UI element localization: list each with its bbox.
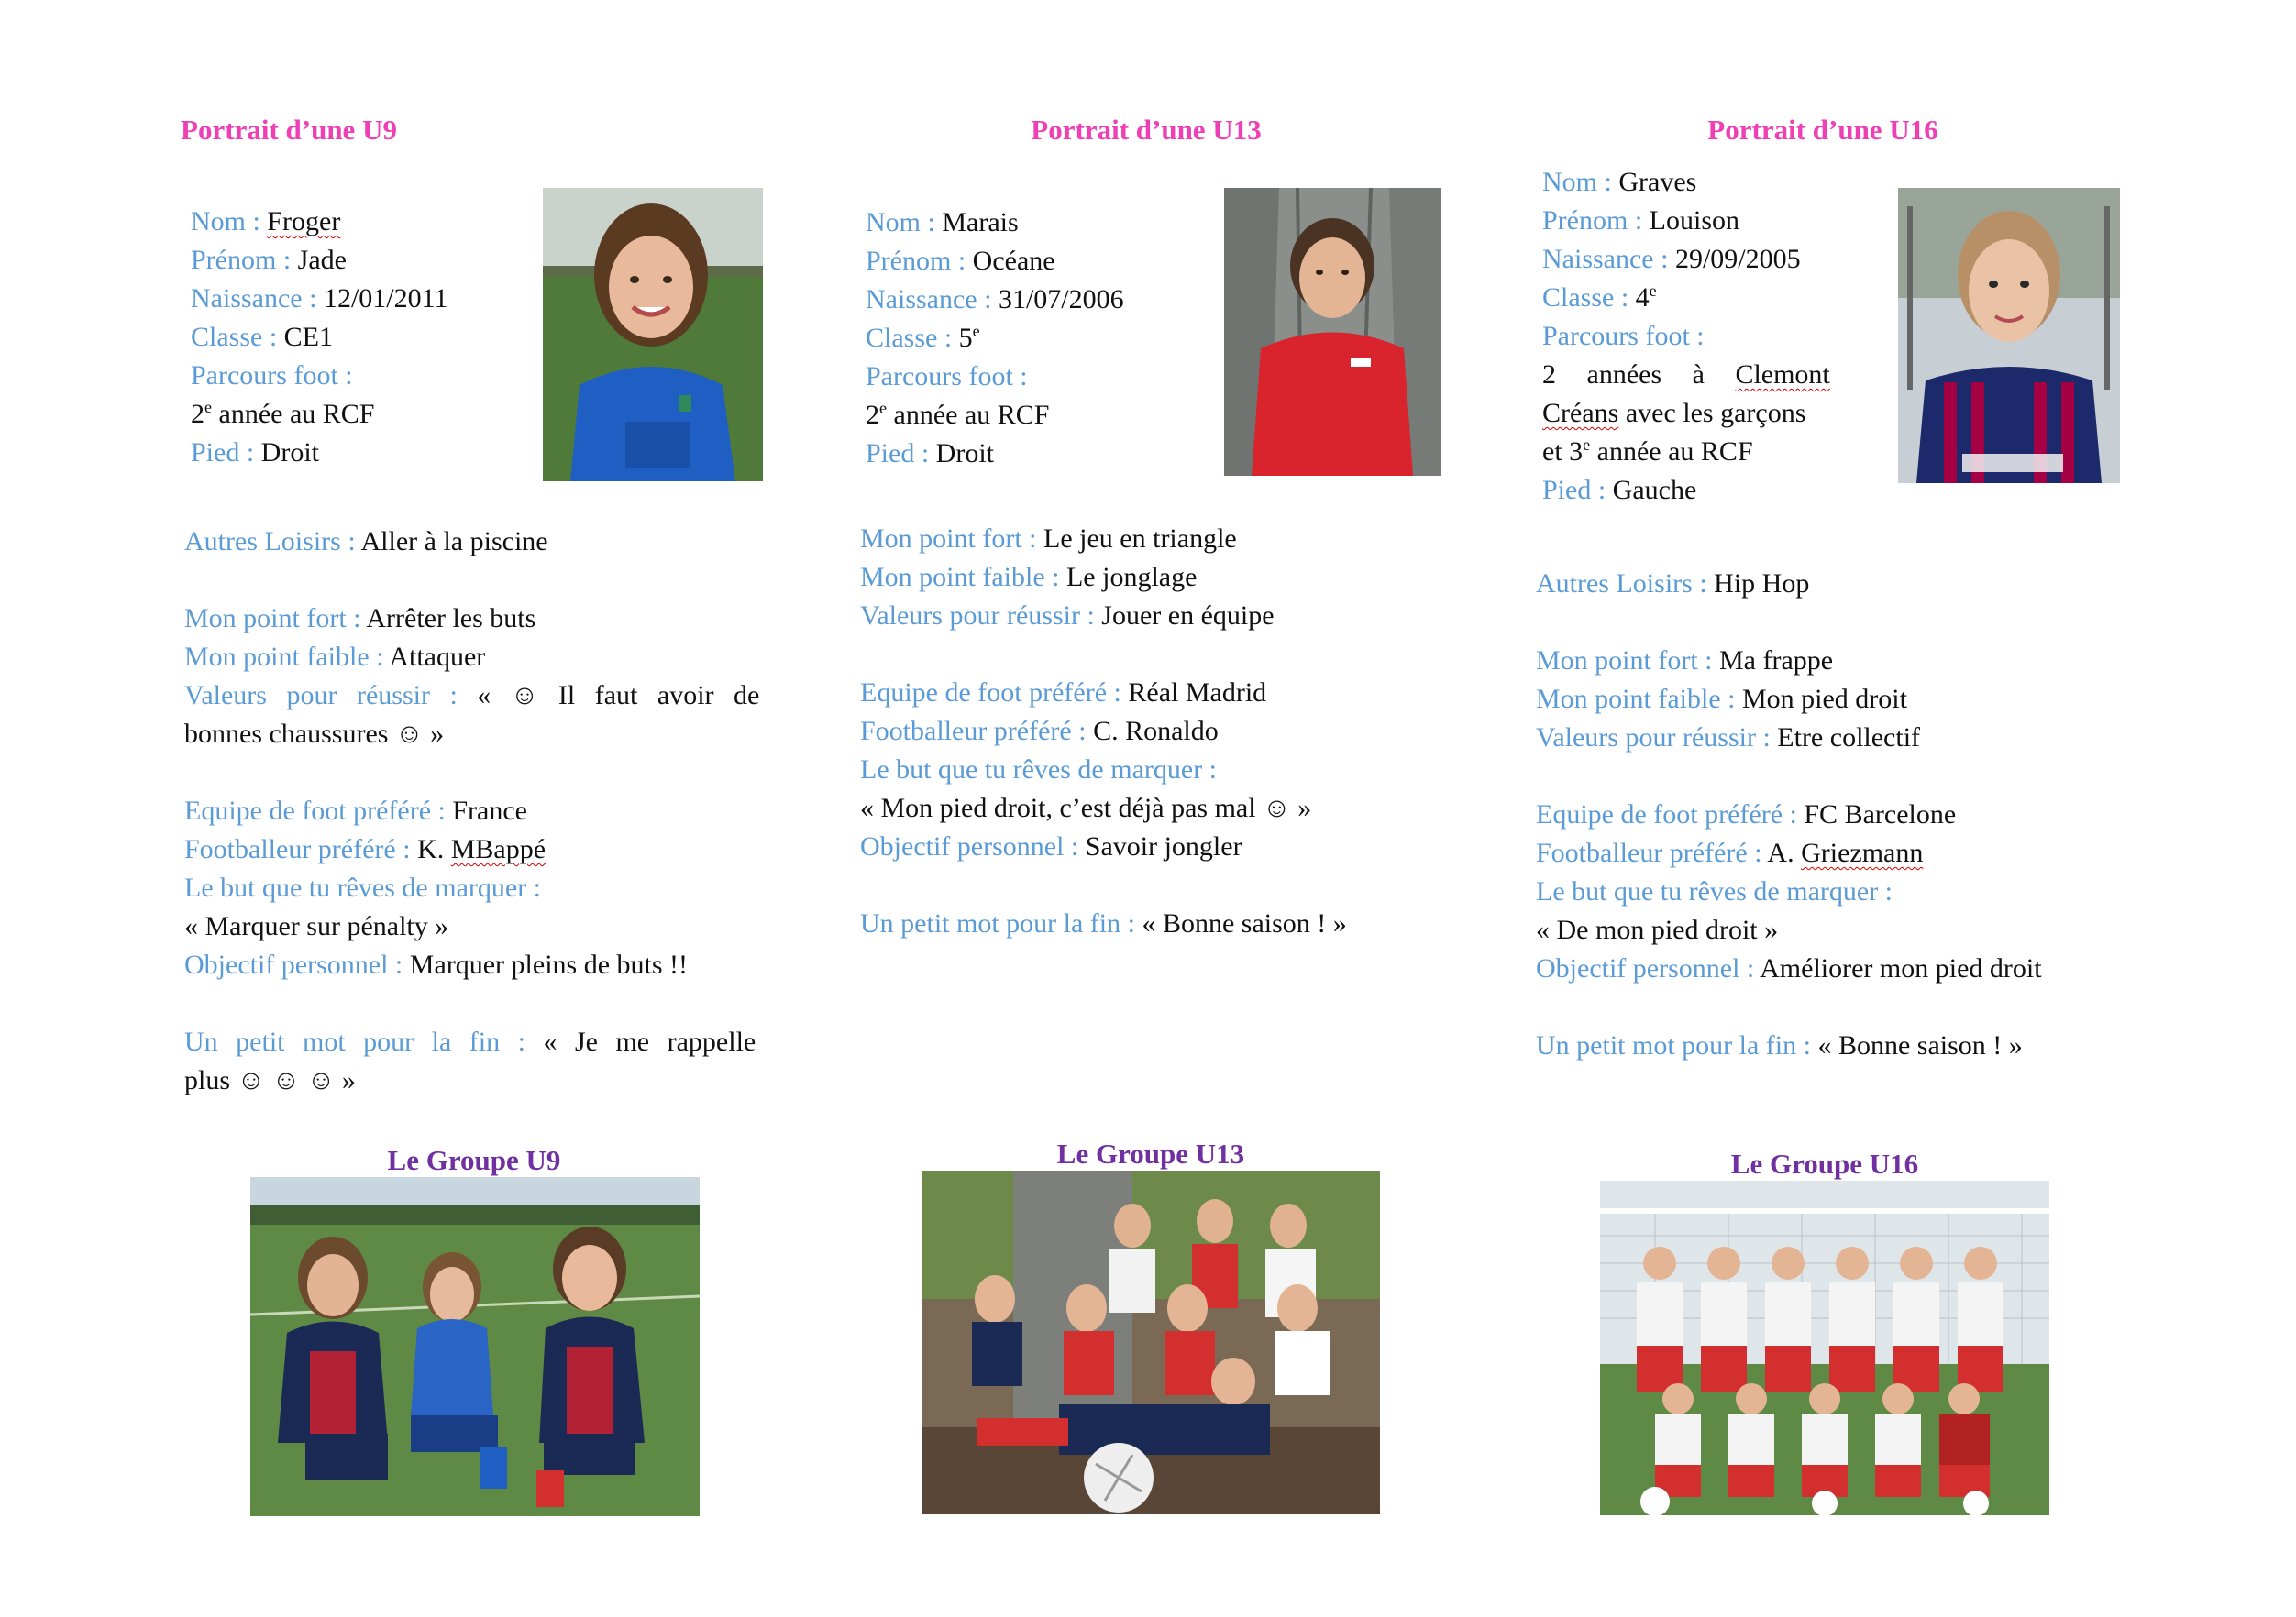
label-naissance: Naissance : bbox=[866, 284, 992, 314]
label-point-fort: Mon point fort : bbox=[1536, 645, 1713, 676]
petit-mot-paragraph: Un petit mot pour la fin : « Je me rappelle bbox=[184, 1027, 756, 1057]
label-point-fort: Mon point fort : bbox=[860, 523, 1037, 554]
label-point-faible: Mon point faible : bbox=[1536, 684, 1736, 714]
label-pied: Pied : bbox=[191, 437, 255, 468]
label-pied: Pied : bbox=[1542, 475, 1606, 505]
label-equipe: Equipe de foot préféré : bbox=[184, 796, 446, 826]
value-loisirs: Aller à la piscine bbox=[360, 526, 548, 556]
label-nom: Nom : bbox=[866, 207, 935, 237]
label-naissance: Naissance : bbox=[1542, 244, 1669, 274]
group-title-u13: Le Groupe U13 bbox=[1056, 1138, 1245, 1170]
details-u16 bbox=[1536, 565, 2123, 1065]
portrait-photo-u16 bbox=[1898, 188, 2120, 483]
value-parcours: 2e année au RCF bbox=[191, 398, 375, 429]
label-but-reve: Le but que tu rêves de marquer : bbox=[860, 754, 1218, 785]
label-petit-mot: Un petit mot pour la fin : bbox=[1536, 1030, 1811, 1061]
value-classe: 4e bbox=[1635, 281, 1657, 313]
value-footballeur: K. MBappé bbox=[417, 834, 546, 864]
value-point-fort: Ma frappe bbox=[1719, 645, 1834, 676]
value-nom: Froger bbox=[267, 206, 341, 236]
label-objectif: Objectif personnel : bbox=[184, 950, 403, 980]
label-nom: Nom : bbox=[1542, 167, 1612, 197]
value-parcours: 2 années à Clemont Créans avec les garçons et 3e année au RCF bbox=[1542, 359, 1830, 467]
label-prenom: Prénom : bbox=[1542, 205, 1643, 236]
label-classe: Classe : bbox=[866, 323, 953, 353]
value-point-fort: Le jeu en triangle bbox=[1043, 523, 1237, 554]
value-naissance: 31/07/2006 bbox=[998, 284, 1124, 314]
label-pied: Pied : bbox=[866, 438, 930, 468]
value-petit-mot: « Bonne saison ! » bbox=[1142, 908, 1347, 939]
value-footballeur: A. Griezmann bbox=[1767, 838, 1924, 868]
value-loisirs: Hip Hop bbox=[1714, 568, 1810, 599]
value-point-faible: Le jonglage bbox=[1065, 562, 1198, 592]
label-loisirs: Autres Loisirs : bbox=[1536, 568, 1707, 599]
label-naissance: Naissance : bbox=[191, 283, 317, 314]
value-naissance: 29/09/2005 bbox=[1674, 244, 1801, 274]
value-classe: 5e bbox=[958, 322, 980, 353]
value-but-reve: « Mon pied droit, c’est déjà pas mal ☺ » bbox=[860, 793, 1312, 823]
label-point-faible: Mon point faible : bbox=[860, 562, 1060, 592]
value-naissance: 12/01/2011 bbox=[323, 283, 448, 314]
label-loisirs: Autres Loisirs : bbox=[184, 526, 356, 556]
label-footballeur: Footballeur préféré : bbox=[184, 834, 411, 864]
valeurs-paragraph: Valeurs pour réussir : « ☺ Il faut avoir de bbox=[184, 680, 760, 710]
label-prenom: Prénom : bbox=[866, 246, 966, 276]
value-petit-mot: « Bonne saison ! » bbox=[1817, 1030, 2023, 1061]
value-prenom: Louison bbox=[1649, 205, 1740, 236]
group-title-u16: Le Groupe U16 bbox=[1730, 1148, 1919, 1180]
value-pied: Gauche bbox=[1612, 475, 1697, 505]
label-point-faible: Mon point faible : bbox=[184, 642, 384, 672]
value-nom: Marais bbox=[942, 207, 1019, 237]
value-pied: Droit bbox=[935, 438, 994, 468]
label-classe: Classe : bbox=[1542, 282, 1629, 313]
portrait-title-u16: Portrait d’une U16 bbox=[1707, 114, 1938, 146]
label-prenom: Prénom : bbox=[191, 245, 292, 275]
value-footballeur: C. Ronaldo bbox=[1093, 716, 1219, 746]
value-classe: CE1 bbox=[283, 322, 334, 352]
value-equipe: Réal Madrid bbox=[1128, 677, 1267, 708]
label-petit-mot: Un petit mot pour la fin : bbox=[860, 908, 1135, 939]
label-but-reve: Le but que tu rêves de marquer : bbox=[184, 873, 542, 903]
value-valeurs: Etre collectif bbox=[1777, 722, 1921, 753]
value-parcours: 2e année au RCF bbox=[866, 399, 1050, 430]
valeurs-line-2: bonnes chaussures ☺ » bbox=[184, 719, 445, 749]
petit-mot-line-2: plus ☺ ☺ ☺ » bbox=[184, 1065, 356, 1095]
label-parcours: Parcours foot : bbox=[866, 361, 1028, 391]
value-nom: Graves bbox=[1618, 167, 1697, 197]
label-valeurs: Valeurs pour réussir : bbox=[860, 600, 1095, 631]
label-equipe: Equipe de foot préféré : bbox=[860, 677, 1121, 708]
value-prenom: Jade bbox=[297, 245, 347, 275]
label-objectif: Objectif personnel : bbox=[1536, 953, 1755, 984]
label-parcours: Parcours foot : bbox=[1542, 321, 1705, 351]
value-pied: Droit bbox=[260, 437, 319, 468]
group-photo-u16 bbox=[1600, 1181, 2049, 1515]
value-but-reve: « Marquer sur pénalty » bbox=[184, 911, 449, 941]
value-point-faible: Attaquer bbox=[389, 642, 486, 672]
label-footballeur: Footballeur préféré : bbox=[860, 716, 1087, 746]
value-equipe: FC Barcelone bbox=[1804, 799, 1957, 830]
portrait-title-u13: Portrait d’une U13 bbox=[1031, 114, 1262, 146]
label-valeurs: Valeurs pour réussir : bbox=[1536, 722, 1771, 753]
label-objectif: Objectif personnel : bbox=[860, 831, 1079, 862]
value-but-reve: « De mon pied droit » bbox=[1536, 915, 1779, 945]
portrait-title-u9: Portrait d’une U9 bbox=[181, 114, 397, 146]
label-parcours: Parcours foot : bbox=[191, 360, 353, 390]
value-point-fort: Arrêter les buts bbox=[366, 603, 536, 633]
group-title-u9: Le Groupe U9 bbox=[387, 1144, 561, 1176]
label-equipe: Equipe de foot préféré : bbox=[1536, 799, 1797, 830]
label-footballeur: Footballeur préféré : bbox=[1536, 838, 1762, 868]
info-block-u16 bbox=[1542, 163, 1838, 510]
label-point-fort: Mon point fort : bbox=[184, 603, 361, 633]
value-objectif: Améliorer mon pied droit bbox=[1760, 953, 2042, 984]
value-objectif: Marquer pleins de buts !! bbox=[409, 950, 689, 980]
value-valeurs: Jouer en équipe bbox=[1101, 600, 1275, 631]
label-but-reve: Le but que tu rêves de marquer : bbox=[1536, 876, 1893, 907]
value-point-faible: Mon pied droit bbox=[1741, 684, 1907, 714]
label-nom: Nom : bbox=[191, 206, 260, 236]
value-objectif: Savoir jongler bbox=[1085, 831, 1242, 862]
value-prenom: Océane bbox=[972, 246, 1055, 276]
value-equipe: France bbox=[452, 796, 527, 826]
label-classe: Classe : bbox=[191, 322, 278, 352]
